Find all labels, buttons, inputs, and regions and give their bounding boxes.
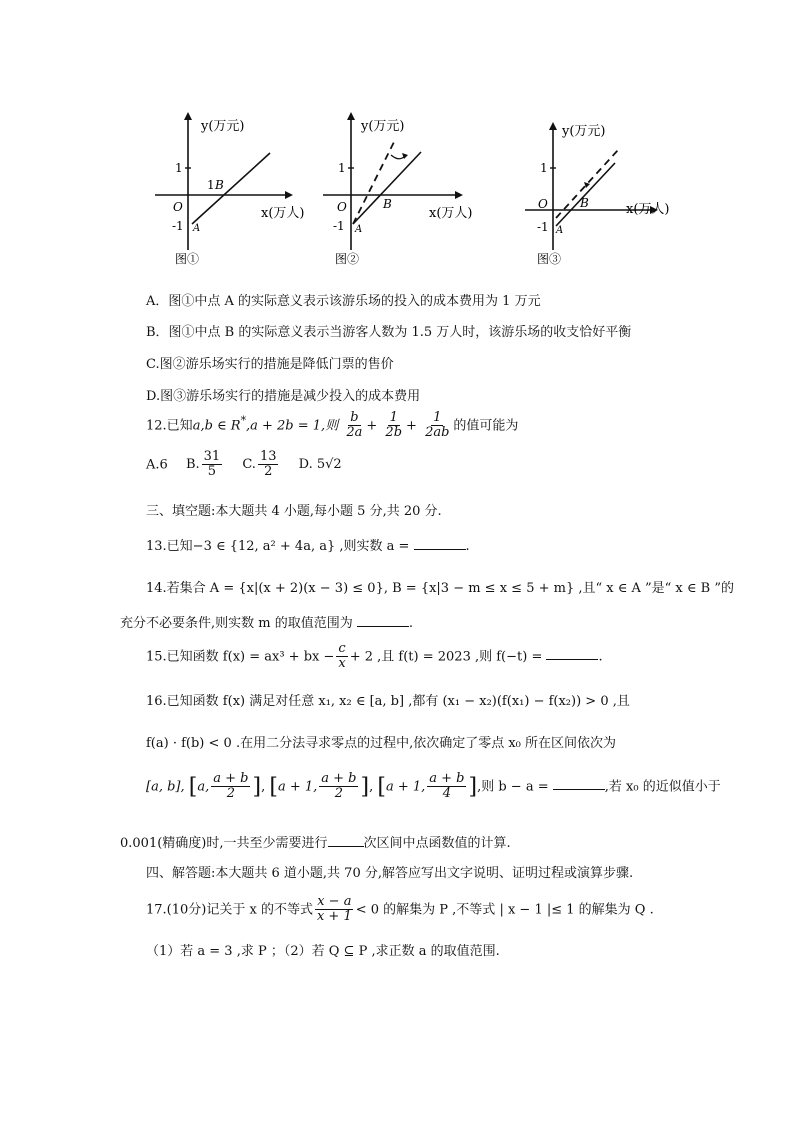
q14-line-2 (120, 612, 413, 631)
q16-i4-num: a + b (429, 771, 465, 786)
graph-2-ylabel: y(万元) (361, 119, 405, 134)
section-3-heading: 三、填空题:本大题共 4 小题,每小题 5 分,共 20 分. (146, 504, 442, 519)
q17-fraction (315, 895, 354, 925)
q12-f3-den: 2ab (425, 425, 450, 441)
graph-1-svg (145, 100, 335, 270)
q12-fraction-1 (344, 411, 364, 441)
q17-frac-num: x − a (317, 894, 352, 909)
q16-tail: ,若 x₀ 的近似值小于 (604, 779, 721, 795)
q11-option-b: B．图①中点 B 的实际意义表示当游客人数为 1.5 万人时，该游乐场的收支恰好平衡 (146, 325, 632, 340)
graph-3-caption: 图③ (537, 252, 562, 266)
graph-1 (145, 100, 335, 270)
graph-3-svg (510, 100, 700, 270)
q12-option-c-den: 2 (264, 464, 273, 480)
q16-answer-blank-2[interactable] (328, 834, 364, 847)
graph-3-point-a: A (556, 225, 564, 236)
graph-3-xlabel: x(万人) (626, 202, 670, 217)
q17-frac-den: x + 1 (316, 909, 352, 925)
q12-option-c-num: 13 (259, 449, 277, 464)
q12-star: * (240, 413, 246, 427)
graph-1-ylabel: y(万元) (201, 119, 245, 134)
graph-2-xlabel: x(万人) (429, 206, 473, 221)
q16-i2-den: 2 (226, 786, 235, 802)
q16-line-4 (120, 832, 511, 851)
graph-3 (510, 100, 700, 270)
q12-option-b-frac (202, 450, 223, 480)
q15-frac-num: c (338, 641, 346, 656)
graph-2-point-a: A (355, 224, 363, 235)
q12-f3-num: 1 (433, 410, 442, 425)
q16-i3-den: 2 (334, 786, 343, 802)
q16-i4-den: 4 (442, 786, 451, 802)
q11-option-a: A．图①中点 A 的实际意义表示该游乐场的投入的成本费用为 1 万元 (146, 294, 541, 309)
q16-answer-blank-1[interactable] (553, 777, 605, 790)
q16-interval-3-frac (319, 772, 358, 802)
q12-prefix: 12.已知 (146, 418, 193, 434)
graph-1-neg-one: -1 (172, 219, 184, 233)
q15-end: . (598, 649, 603, 665)
q11-option-d: D.图③游乐场实行的措施是减少投入的成本费用 (146, 389, 421, 404)
q14-answer-blank[interactable] (357, 614, 409, 627)
q16-line-2: f(a) · f(b) < 0 .在用二分法寻求零点的过程中,依次确定了零点 x₀ 所在区间依次为 (146, 736, 617, 751)
q16-interval-2-a: a, (197, 779, 210, 795)
graph-3-origin: O (538, 197, 548, 211)
q12-plus-2: + (406, 418, 417, 434)
graph-1-origin: O (173, 200, 183, 214)
q16-interval-4-frac (427, 772, 466, 802)
graph-2-svg (313, 100, 503, 270)
q15-answer-blank[interactable] (546, 647, 598, 660)
q17-post: < 0 的解集为 P ,不等式 | x − 1 |≤ 1 的解集为 Q . (355, 902, 654, 918)
graph-3-ylabel: y(万元) (562, 124, 606, 139)
q15-pre: 15.已知函数 f(x) = ax³ + bx − (146, 649, 335, 665)
q12-cond: a,b ∈ R (192, 418, 241, 434)
graph-2 (313, 100, 503, 270)
graph-3-point-b: B (580, 196, 589, 210)
q12-fraction-3 (423, 411, 451, 441)
graph-3-one-y: 1 (540, 161, 548, 175)
q12-option-c-frac (258, 450, 279, 480)
q14-line-1: 14.若集合 A = {x|(x + 2)(x − 3) ≤ 0}, B = {x|3 − m ≤ x ≤ 5 + m} ,且“ x ∈ A ”是“ x ∈ B ”的 (146, 581, 734, 596)
q12-f1-den: 2a (346, 425, 363, 441)
q12-option-b-num: 31 (203, 449, 221, 464)
question-15 (146, 642, 603, 672)
q16-i2-num: a + b (213, 771, 249, 786)
q12-option-d: D. 5√2 (298, 457, 342, 473)
q16-line-4-a: 0.001(精确度)时,一共至少需要进行 (120, 836, 328, 851)
question-13 (146, 535, 470, 554)
q12-f1-num: b (350, 410, 359, 425)
graph-2-one-y: 1 (338, 161, 346, 175)
q12-f2-den: 2b (385, 425, 403, 441)
graph-2-neg-one: -1 (333, 219, 345, 233)
q13-end: . (465, 539, 470, 554)
graph-1-point-b: B (215, 178, 224, 192)
q12-plus-1: + (366, 418, 378, 434)
graph-2-origin: O (337, 200, 347, 214)
q16-mid: ,则 b − a = (477, 779, 549, 795)
q12-option-a: A.6 (146, 457, 168, 473)
q16-interval-4-a: a + 1, (385, 779, 426, 795)
q15-post: + 2 ,且 f(t) = 2023 ,则 f(−t) = (349, 649, 543, 665)
graph-2-point-b: B (383, 197, 392, 211)
q12-fraction-2 (383, 411, 404, 441)
q16-interval-2-frac (211, 772, 250, 802)
q16-interval-1: [a, b], (146, 779, 185, 795)
q12-suffix: 的值可能为 (453, 418, 519, 434)
q17-subparts: （1）若 a = 3 ,求 P ；（2）若 Q ⊆ P ,求正数 a 的取值范围. (146, 944, 500, 959)
q12-option-b: B. (185, 457, 200, 473)
q12-options (146, 450, 342, 480)
graph-2-caption: 图② (335, 252, 360, 266)
q14-end: . (408, 616, 414, 631)
q12-f2-num: 1 (389, 410, 398, 425)
q16-interval-3-a: a + 1, (277, 779, 318, 795)
q16-line-1: 16.已知函数 f(x) 满足对任意 x₁, x₂ ∈ [a, b] ,都有 (x₁ − x₂)(f(x₁) − f(x₂)) > 0 ,且 (146, 694, 630, 709)
graph-1-one-x: 1 (207, 178, 215, 192)
q14-line-2-text: 充分不必要条件,则实数 m 的取值范围为 (120, 616, 353, 631)
q16-i3-num: a + b (321, 771, 357, 786)
graph-1-caption: 图① (175, 252, 200, 266)
q15-frac-den: x (338, 656, 346, 672)
section-4-heading: 四、解答题:本大题共 6 道小题,共 70 分,解答应写出文字说明、证明过程或演算步骤. (146, 866, 634, 881)
q12-option-c: C. (242, 457, 256, 473)
q17-pre: 17.(10分)记关于 x 的不等式 (146, 902, 313, 918)
q13-text: 13.已知−3 ∈ {12, a² + 4a, a} ,则实数 a = (146, 539, 410, 554)
graph-1-one-y: 1 (175, 161, 183, 175)
q16-line-3: [a, b], [a, $\frac{a + b}{2}$ ], [a + 1, $\frac{a + b}{2}$ ], [a + 1, $\frac{a + b}{4}$ ],则 b − a = ,若 x₀ 的近似值小于 (146, 771, 721, 802)
graph-1-xlabel: x(万人) (261, 206, 305, 221)
q12-option-b-den: 5 (207, 464, 217, 480)
q15-fraction (336, 642, 347, 672)
q13-answer-blank[interactable] (414, 537, 466, 550)
q16-line-4-b: 次区间中点函数值的计算. (363, 836, 511, 851)
graph-1-point-a: A (193, 223, 201, 234)
question-12 (146, 411, 518, 441)
graph-3-neg-one: -1 (537, 220, 549, 234)
q12-cond2: ,a + 2b = 1,则 (246, 418, 339, 434)
q11-option-c: C.图②游乐场实行的措施是降低门票的售价 (146, 357, 394, 372)
question-17 (146, 895, 654, 925)
